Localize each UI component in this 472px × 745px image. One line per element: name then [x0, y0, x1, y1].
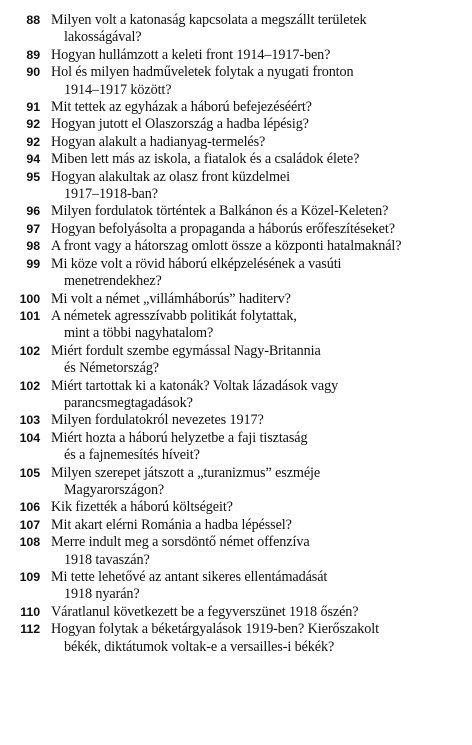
entry-title [51, 64, 472, 99]
table-of-contents [0, 12, 472, 656]
entry-title [51, 621, 472, 656]
page-number: 98 [26, 239, 40, 254]
entry-title [51, 517, 472, 534]
page-number: 96 [26, 204, 40, 219]
entry-title-continuation: lakosságával? [64, 29, 142, 46]
toc-entry [0, 134, 472, 151]
page-number: 91 [26, 100, 40, 115]
toc-entry [0, 64, 472, 99]
page-number: 103 [19, 413, 40, 428]
entry-title-continuation: békék, diktátumok voltak-e a versailles-i békék? [64, 638, 335, 655]
entry-title-continuation: 1918 nyarán? [64, 586, 140, 603]
entry-title [51, 203, 472, 220]
page-number: 89 [26, 47, 40, 62]
toc-entry [0, 47, 472, 64]
entry-title [51, 151, 472, 168]
toc-entry [0, 12, 472, 47]
entry-title-continuation: Magyarországon? [64, 481, 165, 498]
entry-title-line: Mit tettek az egyházak a háború befejezéséért? [51, 99, 312, 116]
page-number: 99 [26, 256, 40, 271]
entry-title-line: Hogyan jutott el Olaszország a hadba lépésig? [51, 116, 309, 133]
page-number: 95 [26, 169, 40, 184]
page-number: 105 [19, 465, 40, 480]
entry-title-line: Váratlanul következett be a fegyverszünet 1918 őszén? [51, 603, 359, 620]
entry-title-continuation: és Németország? [64, 360, 160, 377]
entry-title-continuation: 1918 tavaszán? [64, 551, 150, 568]
entry-title-line: Mi köze volt a rövid háború elképzelésének a vasúti [51, 255, 342, 272]
entry-title [51, 291, 472, 308]
entry-title-line: Miért hozta a háború helyzetbe a faji tisztaság [51, 429, 308, 446]
entry-title-line: Hol és milyen hadműveletek folytak a nyugati fronton [51, 64, 354, 81]
page-number: 101 [19, 308, 40, 323]
toc-entry [0, 151, 472, 168]
entry-title [51, 47, 472, 64]
entry-title [51, 221, 472, 238]
entry-title [51, 569, 472, 604]
entry-title [51, 116, 472, 133]
entry-title [51, 238, 472, 255]
entry-title-line: Hogyan alakultak az olasz front küzdelmei [51, 168, 290, 185]
entry-title-line: Hogyan hullámzott a keleti front 1914–1917-ben? [51, 46, 331, 63]
page-number: 100 [19, 291, 40, 306]
page-number: 106 [19, 500, 40, 515]
entry-title [51, 308, 472, 343]
entry-title-line: Mi tette lehetővé az antant sikeres ellentámadását [51, 569, 328, 585]
toc-entry [0, 517, 472, 534]
entry-title [51, 343, 472, 378]
page-number: 107 [19, 517, 40, 532]
toc-entry [0, 99, 472, 116]
toc-entry [0, 412, 472, 429]
toc-entry [0, 343, 472, 378]
toc-entry [0, 238, 472, 255]
toc-entry [0, 308, 472, 343]
page-number: 109 [19, 570, 40, 584]
toc-entry [0, 116, 472, 133]
toc-entry [0, 465, 472, 500]
entry-title [51, 99, 472, 116]
toc-entry [0, 291, 472, 308]
toc-entry [0, 604, 472, 621]
page-number: 88 [26, 13, 40, 27]
entry-title [51, 256, 472, 291]
toc-entry [0, 221, 472, 238]
entry-title-continuation: parancsmegtagadások? [64, 394, 193, 411]
entry-title [51, 604, 472, 621]
entry-title-continuation: mint a többi nagyhatalom? [64, 325, 214, 342]
entry-title-line: Milyen szerepet játszott a „turanizmus” eszméje [51, 464, 321, 481]
entry-title [51, 169, 472, 204]
entry-title [51, 412, 472, 429]
page-number: 97 [26, 221, 40, 236]
toc-entry [0, 499, 472, 516]
toc-entry [0, 621, 472, 656]
entry-title-continuation: és a fajnemesítés híveit? [64, 447, 200, 464]
entry-title-line: Mi volt a német „villámháborús” haditerv? [51, 290, 291, 307]
entry-title-line: Merre indult meg a sorsdöntő német offenzíva [51, 534, 310, 551]
page-number: 92 [26, 134, 40, 149]
toc-entry [0, 203, 472, 220]
entry-title-line: Milyen volt a katonaság kapcsolata a megszállt területek [51, 12, 367, 28]
entry-title-line: A front vagy a hátorszag omlott össze a központi hatalmaknál? [51, 238, 402, 255]
entry-title [51, 378, 472, 413]
entry-title [51, 534, 472, 569]
entry-title-continuation: menetrendekhez? [64, 273, 162, 290]
page-number: 112 [20, 622, 40, 637]
entry-title-line: Miért fordult szembe egymással Nagy-Britannia [51, 342, 321, 359]
entry-title-line: Miért tartottak ki a katonák? Voltak lázadások vagy [51, 377, 339, 394]
page-number: 108 [19, 535, 40, 550]
toc-entry [0, 169, 472, 204]
entry-title [51, 499, 472, 516]
entry-title [51, 134, 472, 151]
page-number: 90 [26, 65, 40, 80]
entry-title-continuation: 1917–1918-ban? [64, 186, 158, 203]
entry-title-line: Milyen fordulatok történtek a Balkánon és a Közel-Keleten? [51, 203, 389, 220]
toc-entry [0, 534, 472, 569]
page-number: 110 [20, 604, 40, 619]
entry-title-line: Kik fizették a háború költségeit? [51, 499, 233, 516]
toc-entry [0, 430, 472, 465]
entry-title-line: Hogyan befolyásolta a propaganda a háborús erőfeszítéseket? [51, 220, 395, 237]
entry-title-line: Milyen fordulatokról nevezetes 1917? [51, 412, 264, 429]
entry-title [51, 465, 472, 500]
entry-title [51, 12, 472, 47]
page-number: 102 [19, 378, 40, 393]
page-number: 92 [26, 117, 40, 132]
entry-title-line: Mit akart elérni Románia a hadba lépéssel? [51, 516, 292, 533]
entry-title-line: Hogyan folytak a béketárgyalások 1919-ben? Kierőszakolt [51, 621, 379, 638]
page-number: 94 [26, 152, 40, 167]
toc-entry [0, 256, 472, 291]
entry-title-line: Hogyan alakult a hadianyag-termelés? [51, 133, 266, 150]
toc-entry [0, 378, 472, 413]
entry-title-continuation: 1914–1917 között? [64, 81, 172, 98]
toc-entry [0, 569, 472, 604]
entry-title-line: Miben lett más az iskola, a fiatalok és a családok élete? [51, 151, 360, 168]
entry-title-line: A németek agresszívabb politikát folytattak, [51, 307, 297, 324]
page-number: 102 [19, 343, 40, 358]
entry-title [51, 430, 472, 465]
page-number: 104 [19, 430, 40, 445]
